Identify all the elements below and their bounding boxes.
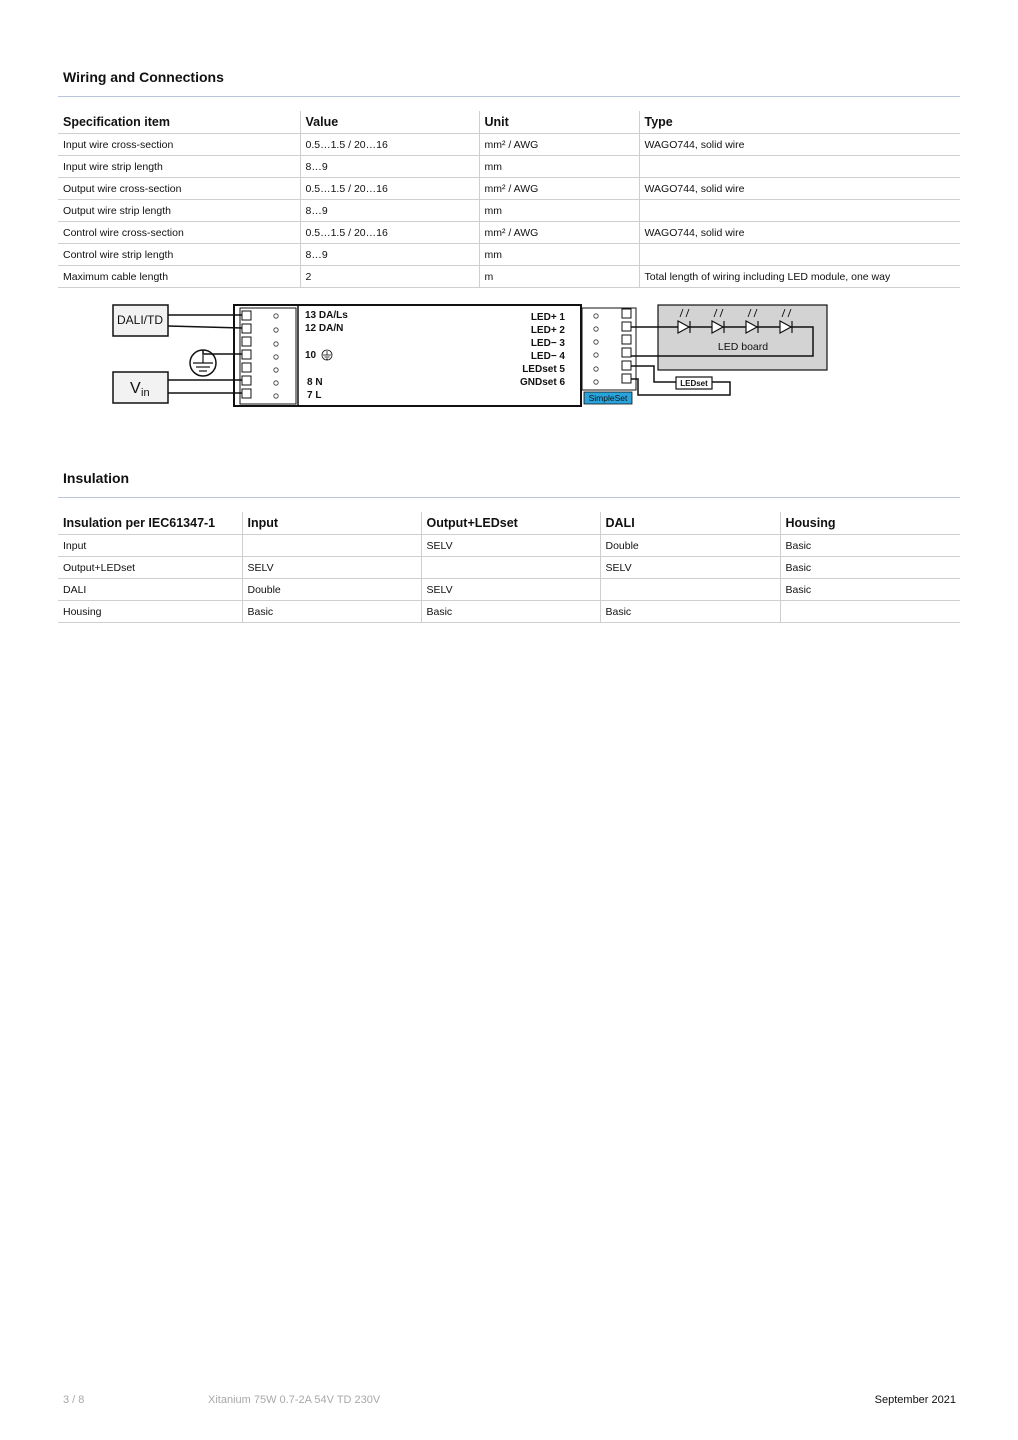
vin-label: V — [130, 380, 141, 397]
table-row — [58, 222, 960, 244]
table-cell: Basic — [600, 601, 780, 623]
insulation-title-rule — [58, 497, 960, 498]
table-cell: mm² / AWG — [479, 134, 639, 156]
table-cell: Basic — [421, 601, 600, 623]
table-cell: 8…9 — [300, 156, 479, 178]
terminal-label-13: 13 DA/Ls — [305, 310, 348, 321]
table-row — [58, 244, 960, 266]
ledset-label: LEDset — [680, 379, 708, 388]
header-type: Type — [639, 111, 960, 134]
table-row — [58, 601, 960, 623]
table-cell: Basic — [780, 579, 960, 601]
wiring-diagram — [108, 300, 832, 412]
table-cell: 0.5…1.5 / 20…16 — [300, 178, 479, 200]
terminal-label-7: 7 L — [307, 390, 322, 401]
table-row — [58, 200, 960, 222]
table-cell — [639, 156, 960, 178]
dali-td-label: DALI/TD — [116, 313, 164, 327]
terminal-label-12: 12 DA/N — [305, 323, 344, 334]
table-cell — [421, 557, 600, 579]
table-cell: mm — [479, 244, 639, 266]
table-cell: Basic — [780, 535, 960, 557]
header-value: Value — [300, 111, 479, 134]
table-cell: Output wire strip length — [58, 200, 300, 222]
terminal-label-ledset-5: LEDset 5 — [522, 364, 565, 375]
table-cell: WAGO744, solid wire — [639, 222, 960, 244]
table-cell: SELV — [421, 579, 600, 601]
terminal-label-led-plus-1: LED+ 1 — [530, 312, 565, 323]
table-cell: SELV — [600, 557, 780, 579]
wiring-spec-table — [58, 111, 960, 288]
earth-small-icon — [322, 350, 332, 360]
table-cell — [639, 200, 960, 222]
footer-product-name: Xitanium 75W 0.7-2A 54V TD 230V — [208, 1394, 381, 1406]
header-specification-item: Specification item — [58, 111, 300, 134]
table-cell: WAGO744, solid wire — [639, 134, 960, 156]
table-cell: Double — [600, 535, 780, 557]
table-cell: Maximum cable length — [58, 266, 300, 288]
terminal-label-gndset-6: GNDset 6 — [519, 377, 565, 388]
table-cell — [242, 535, 421, 557]
header-input: Input — [242, 512, 421, 535]
table-cell: Output+LEDset — [58, 557, 242, 579]
table-cell: 0.5…1.5 / 20…16 — [300, 222, 479, 244]
driver-body — [234, 305, 581, 406]
table-row — [58, 266, 960, 288]
vin-subscript: in — [141, 387, 150, 399]
table-cell: Housing — [58, 601, 242, 623]
table-row — [58, 156, 960, 178]
table-row — [58, 557, 960, 579]
insulation-section-title: Insulation — [63, 470, 130, 486]
table-cell: 2 — [300, 266, 479, 288]
table-cell: Output wire cross-section — [58, 178, 300, 200]
table-cell — [639, 244, 960, 266]
header-unit: Unit — [479, 111, 639, 134]
footer-page-number: 3 / 8 — [63, 1394, 85, 1406]
insulation-table — [58, 512, 960, 623]
table-cell: Double — [242, 579, 421, 601]
table-cell: DALI — [58, 579, 242, 601]
table-row — [58, 134, 960, 156]
wiring-title-rule — [58, 96, 960, 97]
table-row — [58, 178, 960, 200]
table-cell: 8…9 — [300, 200, 479, 222]
table-cell: SELV — [242, 557, 421, 579]
table-cell: 0.5…1.5 / 20…16 — [300, 134, 479, 156]
terminal-label-led-minus-3: LED− 3 — [530, 338, 565, 349]
table-cell — [600, 579, 780, 601]
table-cell: mm — [479, 200, 639, 222]
table-cell: Input wire cross-section — [58, 134, 300, 156]
header-output-ledset: Output+LEDset — [421, 512, 600, 535]
table-cell: m — [479, 266, 639, 288]
table-cell: Control wire strip length — [58, 244, 300, 266]
terminal-label-led-plus-2: LED+ 2 — [530, 325, 565, 336]
led-board-box — [658, 305, 827, 370]
table-row — [58, 579, 960, 601]
terminal-label-led-minus-4: LED− 4 — [530, 351, 565, 362]
table-cell: SELV — [421, 535, 600, 557]
header-dali: DALI — [600, 512, 780, 535]
table-cell: Input wire strip length — [58, 156, 300, 178]
simpleset-label: SimpleSet — [588, 393, 628, 403]
terminal-label-8: 8 N — [307, 377, 323, 388]
table-cell: mm — [479, 156, 639, 178]
table-cell: Basic — [780, 557, 960, 579]
table-cell: 8…9 — [300, 244, 479, 266]
table-cell: Basic — [242, 601, 421, 623]
led-board-label: LED board — [717, 341, 769, 353]
table-cell: Total length of wiring including LED module, one way — [639, 266, 960, 288]
table-header-row — [58, 111, 960, 134]
table-cell: Control wire cross-section — [58, 222, 300, 244]
table-cell: mm² / AWG — [479, 178, 639, 200]
header-insulation-per-iec: Insulation per IEC61347-1 — [58, 512, 242, 535]
table-header-row — [58, 512, 960, 535]
table-cell — [780, 601, 960, 623]
wiring-section-title: Wiring and Connections — [63, 69, 224, 85]
table-cell: WAGO744, solid wire — [639, 178, 960, 200]
header-housing: Housing — [780, 512, 960, 535]
table-cell: mm² / AWG — [479, 222, 639, 244]
terminal-label-10: 10 — [305, 350, 317, 361]
table-cell: Input — [58, 535, 242, 557]
footer-date: September 2021 — [874, 1394, 956, 1406]
table-row — [58, 535, 960, 557]
